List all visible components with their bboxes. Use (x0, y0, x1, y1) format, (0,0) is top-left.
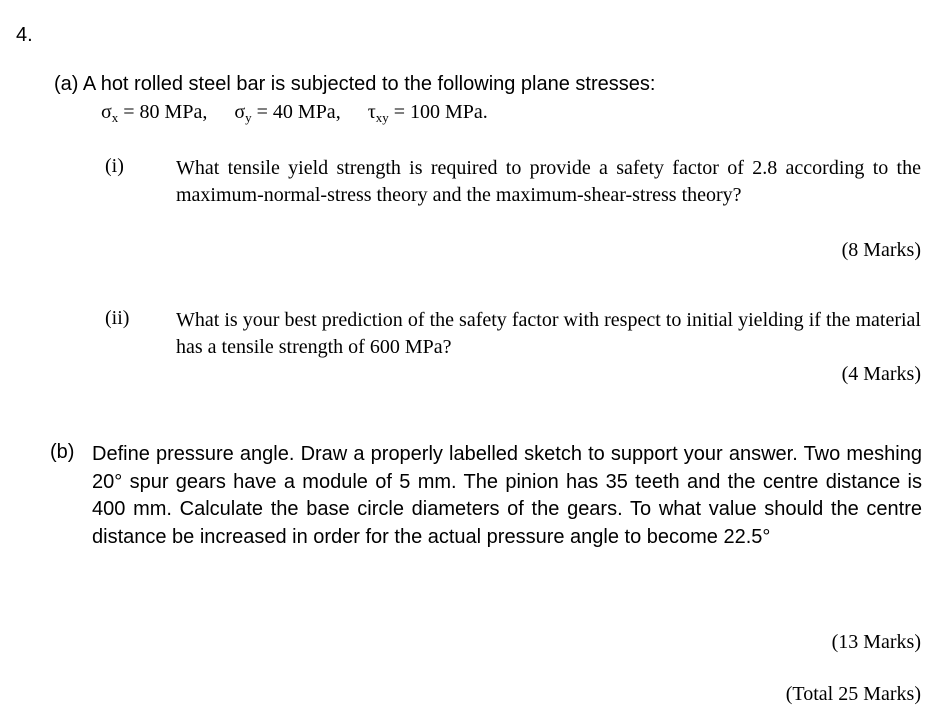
sigma-y-subscript: y (245, 110, 252, 125)
sub-question-ii-marks: (4 Marks) (841, 363, 921, 385)
part-b-label: (b) (50, 441, 75, 463)
sub-question-ii-text: What is your best prediction of the safety factor with respect to initial yielding if the material has a tensile strength of 600 MPa? (176, 309, 921, 358)
question-number: 4. (16, 24, 33, 46)
part-a-intro: (a) A hot rolled steel bar is subjected to the following plane stresses: (54, 73, 656, 95)
sigma-x-subscript: x (111, 110, 119, 125)
sub-question-i-text: What tensile yield strength is required to provide a safety factor of 2.8 according to the maximum-normal-stress theory and the maximum-shear-stress theory? (176, 157, 921, 206)
sub-question-i-label: (i) (105, 155, 124, 177)
sigma-y (234, 101, 340, 123)
sigma-y-value: = 40 MPa, (251, 101, 341, 123)
tau-xy-value: = 100 MPa. (388, 101, 488, 123)
tau-xy (368, 101, 488, 123)
sigma-y-symbol: σ (234, 101, 246, 123)
part-b-text: Define pressure angle. Draw a properly labelled sketch to support your answer. Two meshing 20° spur gears have a module of 5 mm. The pinion has 35 teeth and the centre distance is 400 mm. Calculate the base circle diameters of the gears. To what value should the centre distance be increased in order for the actual pressure angle to become 22.5° (92, 443, 922, 548)
sigma-x-value: = 80 MPa, (118, 101, 208, 123)
sub-question-ii-label: (ii) (105, 307, 130, 329)
sigma-x-symbol: σ (101, 101, 112, 123)
total-marks: (Total 25 Marks) (785, 683, 921, 705)
tau-xy-symbol: τ (367, 101, 376, 123)
stress-values (101, 101, 488, 126)
sub-question-i-marks: (8 Marks) (841, 239, 921, 261)
tau-xy-subscript: xy (375, 110, 389, 125)
sigma-x (101, 101, 207, 123)
part-b-marks: (13 Marks) (831, 631, 921, 653)
